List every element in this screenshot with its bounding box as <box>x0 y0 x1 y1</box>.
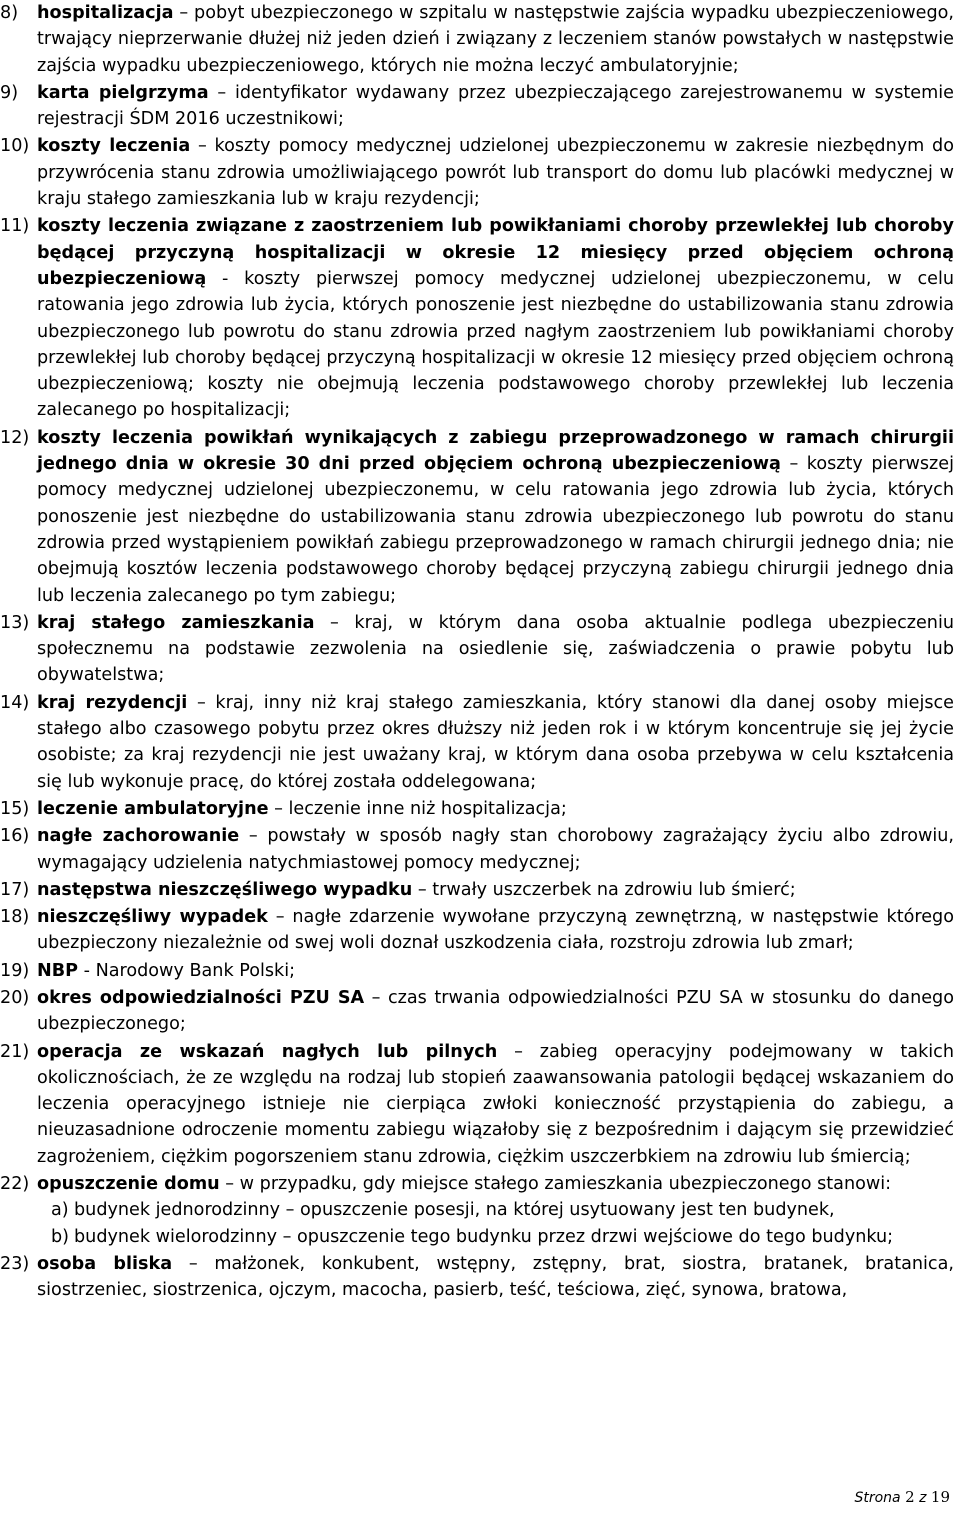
footer-label: Strona <box>854 1490 901 1506</box>
definition-term: koszty leczenia <box>37 136 191 157</box>
item-number: 20) <box>0 987 30 1008</box>
definition-term: nieszczęśliwy wypadek <box>37 907 268 928</box>
definition-term: następstwa nieszczęśliwego wypadku <box>37 879 413 900</box>
definition-text: – kraj, inny niż kraj stałego zamieszkania, który stanowi dla danej osoby miejsce stałego albo czasowego pobytu przez okres dłuższy niż jeden rok i w którym koncentruje się jej życie osobiste; za kraj rezydencji nie jest uważany kraj, w którym dana osoba przebywa w celu kształcenia się lub wykonuje pracę, do której została oddelegowana; <box>37 692 954 792</box>
definition-term: nagłe zachorowanie <box>37 826 240 847</box>
page-footer <box>854 1487 950 1508</box>
definition-item <box>0 80 960 133</box>
definition-term: karta pielgrzyma <box>37 82 209 103</box>
definition-item <box>0 877 960 903</box>
definition-text: – leczenie inne niż hospitalizacja; <box>268 798 567 819</box>
sub-item <box>37 1224 954 1250</box>
definition-text: – w przypadku, gdy miejsce stałego zamieszkania ubezpieczonego stanowi: <box>219 1174 892 1195</box>
sub-item-text: budynek wielorodzinny – opuszczenie tego budynku przez drzwi wejściowe do tego budynku; <box>74 1226 894 1247</box>
item-number: 21) <box>0 1041 30 1062</box>
definition-item <box>0 213 960 423</box>
definition-text: – małżonek, konkubent, wstępny, zstępny, brat, siostra, bratanek, bratanica, siostrzeniec, siostrzenica, ojczym, macocha, pasierb, teść, teściowa, zięć, synowa, bratowa, <box>37 1253 954 1301</box>
definition-text: – czas trwania odpowiedzialności PZU SA w stosunku do danego ubezpieczonego; <box>37 987 954 1035</box>
definition-item <box>0 958 960 984</box>
sub-item-text: budynek jednorodzinny – opuszczenie posesji, na której usytuowany jest ten budynek, <box>74 1200 835 1221</box>
footer-separator: z <box>919 1490 927 1506</box>
definition-term: okres odpowiedzialności PZU SA <box>37 987 365 1008</box>
definition-term: koszty leczenia powikłań wynikających z zabiegu przeprowadzonego w ramach chirurgii jednego dnia w okresie 30 dni przed objęciem ochroną ubezpieczeniową <box>37 427 954 475</box>
definition-term: leczenie ambulatoryjne <box>37 798 269 819</box>
definition-term: koszty leczenia związane z zaostrzeniem lub powikłaniami choroby przewlekłej lub choroby będącej przyczyną hospitalizacji w okresie 12 miesięcy przed objęciem ochroną ubezpieczeniową <box>37 216 954 289</box>
definition-item <box>0 796 960 822</box>
item-number: 11) <box>0 216 30 237</box>
definition-term: hospitalizacja <box>37 3 174 23</box>
definition-text: – zabieg operacyjny podejmowany w takich okolicznościach, że ze względu na rodzaj lub stopień zaawansowania patologii będącej wskazaniem do leczenia operacyjnego istnieje nie cierpiąca zwłoki konieczność przystąpienia do zabiegu, a nieuzasadnione odroczenie momentu zabiegu wiązałoby się z bezpośrednim i dającym się przewidzieć zagrożeniem, ciężkim pogorszeniem stanu zdrowia, ciężkim uszczerbkiem na zdrowiu lub śmiercią; <box>37 1041 954 1167</box>
definition-text: – koszty pomocy medycznej udzielonej ubezpieczonemu w zakresie niezbędnym do przywrócenia stanu zdrowia umożliwiającego powrót lub transport do domu lub placówki medycznej w kraju stałego zamieszkania lub w kraju rezydencji; <box>37 136 954 210</box>
definition-item <box>0 1171 960 1250</box>
definition-text: – koszty pierwszej pomocy medycznej udzielonej ubezpieczonemu, w celu ratowania jego zdrowia lub życia, których ponoszenie jest niezbędne do ustabilizowania stanu zdrowia ubezpieczonego lub powrotu do stanu zdrowia przed wystąpieniem powikłań zabiegu przeprowadzonego w ramach chirurgii jednego dnia; nie obejmują kosztów leczenia podstawowego choroby będącej przyczyną zabiegu chirurgii jednego dnia lub leczenia zalecanego po tym zabiegu; <box>37 454 954 606</box>
sub-list <box>37 1197 954 1250</box>
definition-text: – powstały w sposób nagły stan chorobowy zagrażający życiu albo zdrowiu, wymagający udzielenia natychmiastowej pomocy medycznej; <box>37 826 954 873</box>
definition-term: NBP <box>37 960 79 981</box>
item-number: 15) <box>0 798 30 819</box>
definition-item <box>0 690 960 795</box>
item-number: 10) <box>0 136 30 157</box>
definition-text: – kraj, w którym dana osoba aktualnie podlega ubezpieczeniu społecznemu na podstawie zezwolenia na osiedlenie się, zaświadczenia o prawie pobytu lub obywatelstwa; <box>37 612 954 686</box>
definition-item <box>0 985 960 1038</box>
definition-item <box>0 0 960 79</box>
item-number: 23) <box>0 1253 30 1274</box>
definition-term: operacja ze wskazań nagłych lub pilnych <box>37 1041 498 1062</box>
item-number: 16) <box>0 826 30 847</box>
definition-term: kraj rezydencji <box>37 692 188 713</box>
definition-text: – trwały uszczerbek na zdrowiu lub śmierć; <box>412 879 796 900</box>
definition-item <box>0 133 960 212</box>
definition-item <box>0 425 960 609</box>
definition-term: opuszczenie domu <box>37 1174 220 1195</box>
sub-item <box>37 1197 954 1223</box>
definition-term: kraj stałego zamieszkania <box>37 612 315 633</box>
item-number: 13) <box>0 612 30 633</box>
item-number: 8) <box>0 3 19 23</box>
definition-item <box>0 610 960 689</box>
definition-item <box>0 1251 960 1304</box>
definition-item <box>0 904 960 957</box>
item-number: 18) <box>0 907 30 928</box>
item-number: 12) <box>0 427 30 448</box>
definition-text: – nagłe zdarzenie wywołane przyczyną zewnętrzną, w następstwie którego ubezpieczony niezależnie od swej woli doznał uszkodzenia ciała, rozstroju zdrowia lub zmarł; <box>37 907 954 954</box>
definition-text: - koszty pierwszej pomocy medycznej udzielonej ubezpieczonemu, w celu ratowania jego zdrowia lub życia, których ponoszenie jest niezbędne do ustabilizowania stanu zdrowia ubezpieczonego lub powrotu do stanu zdrowia przed nagłym zaostrzeniem lub powikłaniami choroby przewlekłej lub choroby będącej przyczyną hospitalizacji w okresie 12 miesięcy przed objęciem ochroną ubezpieczeniową; koszty nie obejmują leczenia podstawowego choroby przewlekłej lub leczenia zalecanego po hospitalizacji; <box>37 268 954 421</box>
page-number: 2 <box>905 1488 915 1506</box>
item-number: 19) <box>0 960 30 981</box>
definition-item <box>0 1039 960 1170</box>
definition-term: osoba bliska <box>37 1253 173 1274</box>
item-number: 17) <box>0 879 30 900</box>
item-number: 14) <box>0 692 30 713</box>
item-number: 22) <box>0 1174 30 1195</box>
definition-text: – identyfikator wydawany przez ubezpieczającego zarejestrowanemu w systemie rejestracji ŚDM 2016 uczestnikowi; <box>37 82 954 130</box>
definition-item <box>0 823 960 876</box>
sub-item-letter: b) <box>51 1226 70 1247</box>
sub-item-letter: a) <box>51 1200 69 1221</box>
definition-text: - Narodowy Bank Polski; <box>78 960 296 981</box>
page-total: 19 <box>930 1488 950 1506</box>
item-number: 9) <box>0 82 19 103</box>
definition-text: – pobyt ubezpieczonego w szpitalu w następstwie zajścia wypadku ubezpieczeniowego, trwający nieprzerwanie dłużej niż jeden dzień i związany z leczeniem stanów powstałych w następstwie zajścia wypadku ubezpieczeniowego, których nie można leczyć ambulatoryjnie; <box>37 3 954 76</box>
